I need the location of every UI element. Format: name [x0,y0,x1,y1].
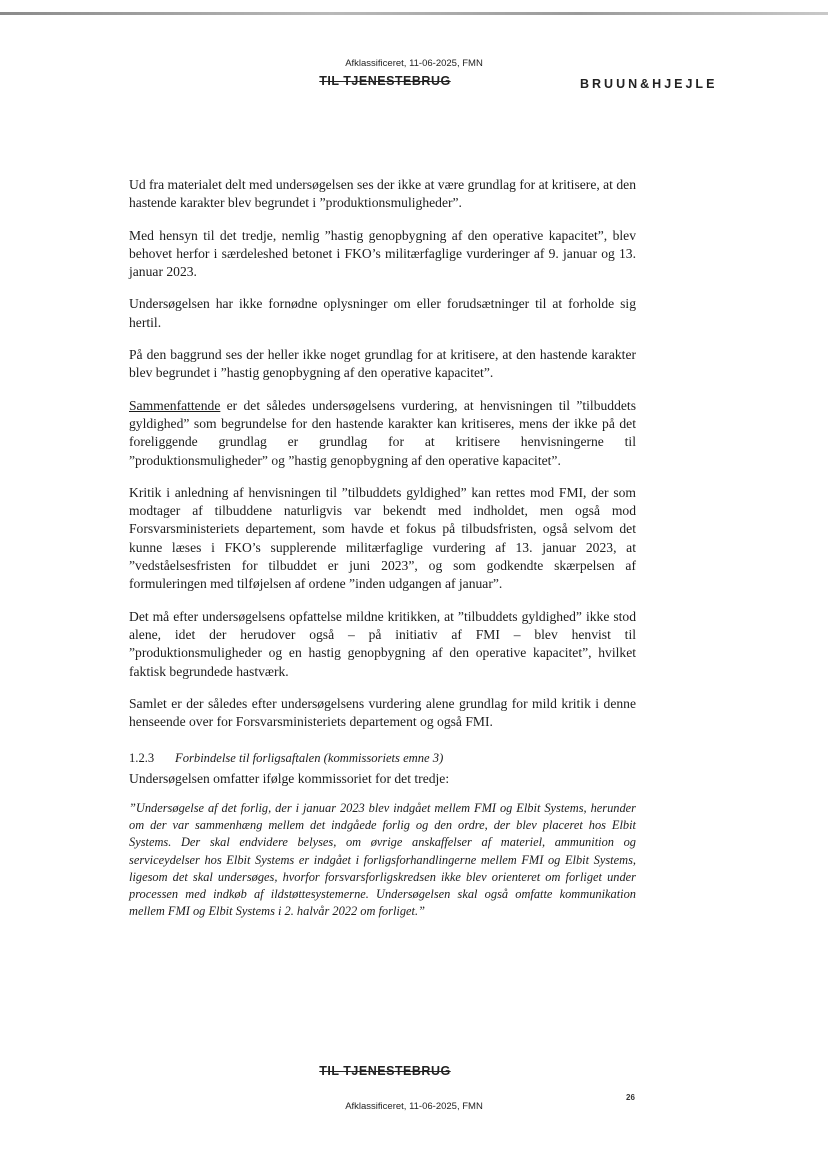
classification-marking-top: TIL TJENESTEBRUG [319,74,451,88]
section-title: Forbindelse til forligsaftalen (kommissoriets emne 3) [175,751,444,766]
paragraph: Undersøgelsen har ikke fornødne oplysninger om eller forudsætninger til at forholde sig hertil. [129,296,636,330]
section-number: 1.2.3 [129,751,155,766]
mandate-quote: ”Undersøgelse af det forlig, der i januar 2023 blev indgået mellem FMI og Elbit Systems, herunder om der var sammenhæng mellem det indgåede forlig og den ordre, der blev placeret hos Elbit Systems. Der skal endvidere belyses, om øvrige anskaffelser af materiel, ammunition og serviceydelser hos Elbit Systems er indgået i forligsforhandlingerne mellem FMI og Elbit Systems, ligesom det skal undersøges, hvorfor forsvarsforligskredsen ikke blev orienteret om forliget under processen med indkøb af ildstøttesystemerne. Undersøgelsen skal også omfatte kommunikation mellem FMI og Elbit Systems i 2. halvår 2022 om forliget.” [129,801,636,919]
paragraph: Sammenfattende er det således undersøgelsens vurdering, at henvisningen til ”tilbuddets gyldighed” som begrundelse for den hastende karakter kan kritiseres, mens der ikke på det foreliggende grundlag er grundlag for at kritisere henvisningerne til ”produktionsmuligheder” og ”hastig genopbygning af den operative kapacitet”. [129,397,636,468]
firm-logo: BRUUN&HJEJLE [580,77,718,91]
page-number: 26 [626,1093,635,1102]
paragraph: Det må efter undersøgelsens opfattelse mildne kritikken, at ”tilbuddets gyldighed” ikke stod alene, idet der herudover også – på initiativ af FMI – blev henvist til ”produktionsmuligheder og en hastig genopbygning af den operative kapacitet”, hvilket faktisk begrundede hastværk. [129,608,636,679]
section-intro: Undersøgelsen omfatter ifølge kommissoriet for det tredje: [129,770,450,786]
underlined-lead: Sammenfattende [129,397,221,413]
document-body [129,176,636,934]
paragraph: Ud fra materialet delt med undersøgelsen ses der ikke at være grundlag for at kritisere, at den hastende karakter blev begrundet i ”produktionsmuligheder”. [129,177,636,211]
classification-marking-bottom: TIL TJENESTEBRUG [319,1064,451,1078]
paragraph: Kritik i anledning af henvisningen til ”tilbuddets gyldighed” kan rettes mod FMI, der som modtager af tilbuddene naturligvis var bekendt med indholdet, men også mod Forsvarsministeriets departement, som havde et fokus på tilbudsfristen, også selvom det kunne læses i FKO’s supplerende militærfaglige vurdering af 13. januar 2023, at ”vedståelsesfristen for tilbuddet er juni 2023”, og som godkendte skærpelsen af formuleringen med tilføjelsen af ordene ”inden udgangen af januar”. [129,484,636,592]
declassified-stamp-bottom: Afklassificeret, 11-06-2025, FMN [345,1101,483,1112]
declassified-stamp-top: Afklassificeret, 11-06-2025, FMN [345,58,483,69]
section-heading [129,749,636,767]
paragraph: Samlet er der således efter undersøgelsens vurdering alene grundlag for mild kritik i denne henseende over for Forsvarsministeriets departement og også FMI. [129,695,636,730]
scan-edge [0,12,828,15]
paragraph: Med hensyn til det tredje, nemlig ”hastig genopbygning af den operative kapacitet”, blev behovet herfor i særdeleshed betonet i FKO’s militærfaglige vurderinger af 9. januar og 13. januar 2023. [129,227,636,280]
paragraph: På den baggrund ses der heller ikke noget grundlag for at kritisere, at den hastende karakter blev begrundet i ”hastig genopbygning af den operative kapacitet”. [129,347,636,381]
